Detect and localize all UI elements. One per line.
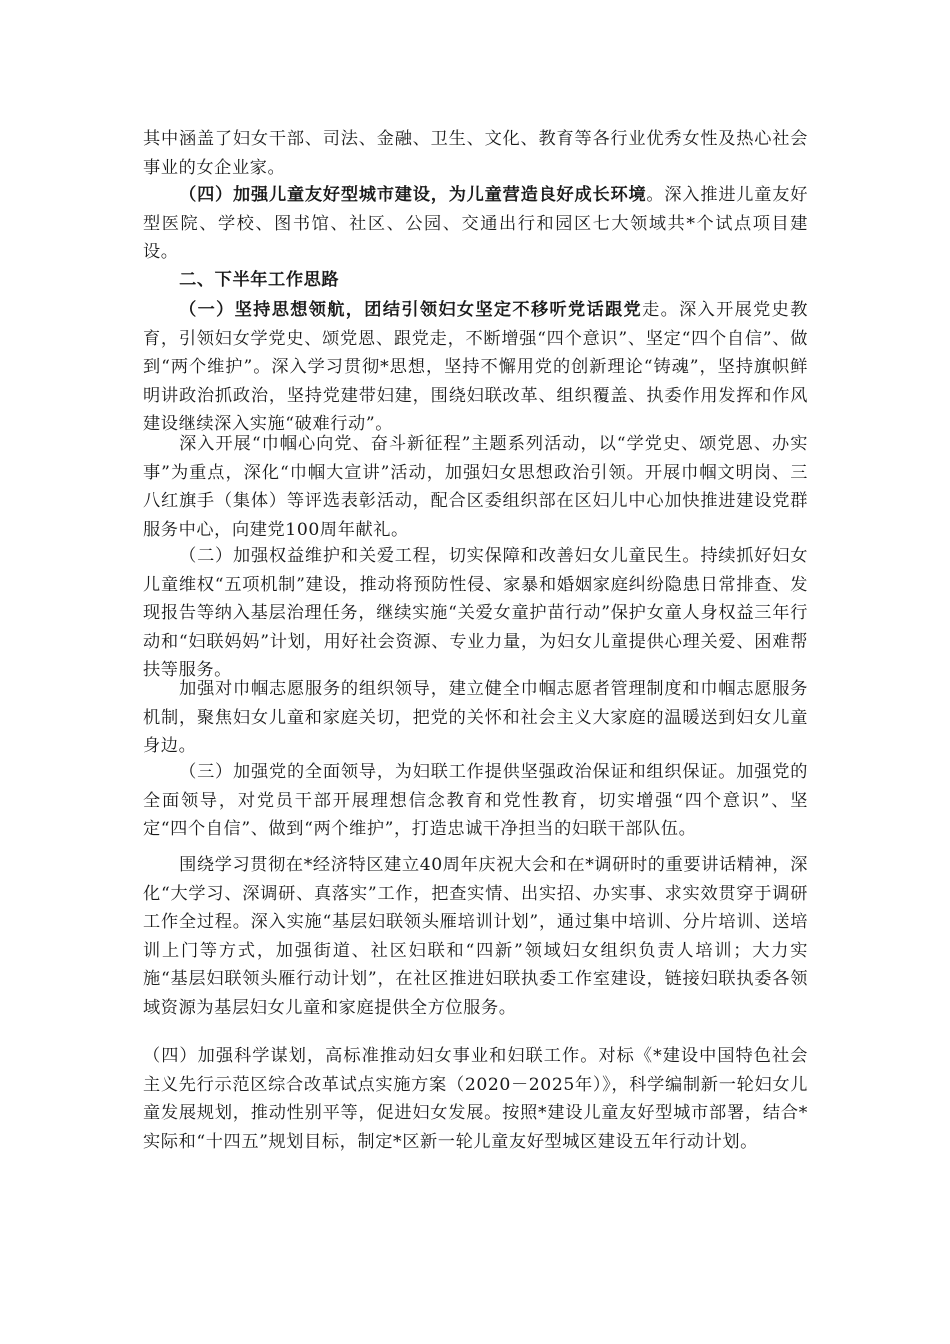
paragraph-2 bbox=[143, 181, 808, 267]
paragraph-9-text: （四）加强科学谋划，高标准推动妇女事业和妇联工作。对标《*建设中国特色社会主义先行示范区综合改革试点实施方案（2020－2025年）》，科学编制新一轮妇女儿童发展规划，推动性别平等，促进妇女发展。按照*建设儿童友好型城市部署，结合*实际和“十四五”规划目标，制定*区新一轮儿童友好型城区建设五年行动计划。 bbox=[143, 1046, 808, 1152]
paragraph-3-text: 走。深入开展党史教育，引领妇女学党史、颂党恩、跟党走，不断增强“四个意识”、坚定“四个自信”、做到“两个维护”。深入学习贯彻*思想，坚持不懈用党的创新理论“铸魂”，坚持旗帜鲜明讲政治抓政治，坚持党建带妇建，围绕妇联改革、组织覆盖、执委作用发挥和作风建设继续深入实施“破难行动”。 bbox=[143, 300, 808, 435]
paragraph-2-text: 。深入推进儿童友好型医院、学校、图书馆、社区、公园、交通出行和园区七大领域共*个试点项目建设。 bbox=[143, 185, 808, 263]
paragraph-4-text: 深入开展“巾帼心向党、奋斗新征程”主题系列活动，以“学党史、颂党恩、办实事”为重点，深化“巾帼大宣讲”活动，加强妇女思想政治引领。开展巾帼文明岗、三八红旗手（集体）等评选表彰活动，配合区委组织部在区妇儿中心加快推进建设党群服务中心，向建党100周年献礼。 bbox=[143, 434, 808, 540]
paragraph-7-text: （三）加强党的全面领导，为妇联工作提供坚强政治保证和组织保证。加强党的全面领导，对党员干部开展理想信念教育和党性教育，切实增强“四个意识”、坚定“四个自信”、做到“两个维护”，打造忠诚干净担当的妇联干部队伍。 bbox=[143, 762, 808, 840]
paragraph-8 bbox=[143, 851, 808, 1023]
paragraph-6 bbox=[143, 675, 808, 761]
paragraph-8-text: 围绕学习贯彻在*经济特区建立40周年庆祝大会和在*调研时的重要讲话精神，深化“大学习、深调研、真落实”工作，把查实情、出实招、办实事、求实效贯穿于调研工作全过程。深入实施“基层妇联领头雁培训计划”，通过集中培训、分片培训、送培训上门等方式，加强街道、社区妇联和“四新”领域妇女组织负责人培训；大力实施“基层妇联领头雁行动计划”，在社区推进妇联执委工作室建设，链接妇联执委各领域资源为基层妇女儿童和家庭提供全方位服务。 bbox=[143, 855, 808, 1018]
paragraph-6-text: 加强对巾帼志愿服务的组织领导，建立健全巾帼志愿者管理制度和巾帼志愿服务机制，聚焦妇女儿童和家庭关切，把党的关怀和社会主义大家庭的温暖送到妇女儿童身边。 bbox=[143, 679, 808, 757]
paragraph-3 bbox=[143, 296, 808, 439]
paragraph-2-heading: （四）加强儿童友好型城市建设，为儿童营造良好成长环境 bbox=[179, 185, 647, 205]
section-heading-2-text: 二、下半年工作思路 bbox=[179, 270, 340, 290]
paragraph-1-text: 其中涵盖了妇女干部、司法、金融、卫生、文化、教育等各行业优秀女性及热心社会事业的女企业家。 bbox=[143, 129, 808, 178]
paragraph-9 bbox=[143, 1042, 808, 1156]
section-heading-2 bbox=[143, 266, 808, 295]
paragraph-5-text: （二）加强权益维护和关爱工程，切实保障和改善妇女儿童民生。持续抓好妇女儿童维权“五项机制”建设，推动将预防性侵、家暴和婚姻家庭纠纷隐患日常排查、发现报告等纳入基层治理任务，继续实施“关爱女童护苗行动”保护女童人身权益三年行动和“妇联妈妈”计划，用好社会资源、专业力量，为妇女儿童提供心理关爱、困难帮扶等服务。 bbox=[143, 546, 808, 681]
paragraph-3-heading: （一）坚持思想领航，团结引领妇女坚定不移听党话跟党 bbox=[179, 300, 643, 320]
paragraph-5 bbox=[143, 542, 808, 685]
paragraph-1 bbox=[143, 125, 808, 182]
paragraph-7 bbox=[143, 758, 808, 844]
paragraph-4 bbox=[143, 430, 808, 544]
